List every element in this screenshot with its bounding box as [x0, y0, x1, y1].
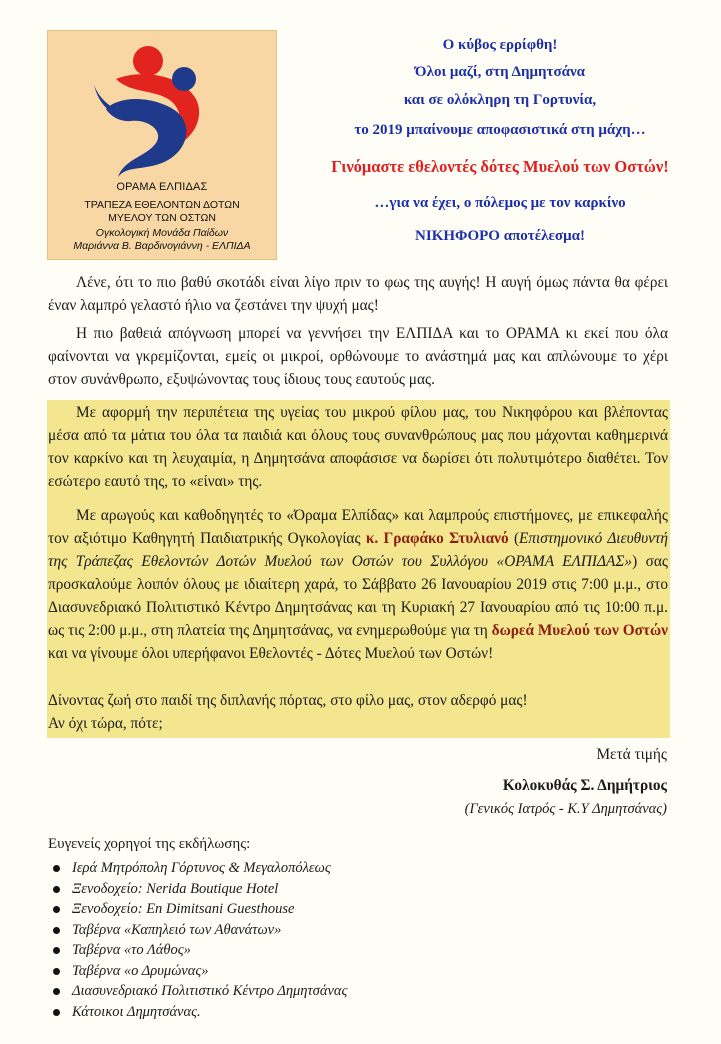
paragraph-1: Λένε, ότι το πιο βαθύ σκοτάδι είναι λίγο πριν το φως της αυγής! Η αυγή όμως πάντα θα φέρει έναν λαμπρό γελαστό ήλιο να ζεστάνει την ψυχή μας! — [48, 274, 668, 314]
logo-title: ΟΡΑΜΑ ΕΛΠΙΔΑΣ — [116, 181, 208, 193]
signature-name: Κολοκυθάς Σ. Δημήτριος — [502, 777, 667, 794]
bullet-icon — [53, 1009, 60, 1016]
header-line-3: και σε ολόκληρη τη Γορτυνία, — [403, 92, 597, 108]
header-line-4: το 2019 μπαίνουμε αποφασιστικά στη μάχη… — [354, 122, 646, 138]
list-item — [48, 981, 347, 1002]
header-line-1: Ο κύβος ερρίφθη! — [442, 37, 558, 53]
p4-text-a: Με αρωγούς και καθοδηγητές το «Όραμα Ελπίδας» και λαμπρούς επιστήμονες, με επικεφαλής τον αξιότιμο Καθηγητή Παιδιατρικής Ογκολογίας — [48, 507, 668, 547]
professor-title: Επιστημονικό Διευθυντή της Τράπεζας Εθελοντών Δοτών Μυελού των Οστών του Συλλόγου «ΟΡΑΜΑ ΕΛΠΙΔΑΣ» — [48, 530, 668, 570]
sponsor-name: Ξενοδοχείο: En Dimitsani Guesthouse — [72, 901, 295, 917]
bullet-icon — [53, 947, 60, 954]
signature-title: (Γενικός Ιατρός - Κ.Υ Δημητσάνας) — [464, 801, 667, 817]
bullet-icon — [53, 988, 60, 995]
list-item — [48, 1002, 347, 1023]
sponsors-title: Ευγενείς χορηγοί της εκδήλωσης: — [48, 836, 251, 852]
header-slogan: Γινόμαστε εθελοντές δότες Μυελού των Οστών! — [331, 157, 669, 176]
logo-subtitle-2: ΜΥΕΛΟΥ ΤΩΝ ΟΣΤΩΝ — [108, 212, 216, 224]
sponsor-name: Ιερά Μητρόπολη Γόρτυνος & Μεγαλοπόλεως — [72, 860, 331, 876]
p4-text-c: ) σας προσκαλούμε λοιπόν όλους με ιδιαίτερη χαρά, το Σάββατο 26 Ιανουαρίου 2019 στις 7:00 μ.μ., στο Διασυνεδριακό Πολιτιστικό Κέντρο Δημητσάνας και τη Κυριακή 27 Ιανουαρίου από τις 10:00 π.μ. ως τις 2:00 μ.μ., στη πλατεία της Δημητσάνας, να ενημερωθούμε για τη — [48, 553, 668, 639]
p4-text-b: ( — [508, 530, 520, 547]
list-item — [48, 879, 347, 900]
bullet-icon — [53, 906, 60, 913]
sponsor-name: Ταβέρνα «Καπηλειό των Αθανάτων» — [72, 921, 282, 938]
list-item — [48, 899, 347, 920]
list-item — [48, 940, 347, 961]
sponsor-name: Ξενοδοχείο: Nerida Boutique Hotel — [72, 880, 279, 897]
donation-emphasis: δωρεά Μυελού των Οστών — [491, 622, 668, 639]
paragraph-2: Η πιο βαθειά απόγνωση μπορεί να γεννήσει την ΕΛΠΙΔΑ και το ΟΡΑΜΑ κι εκεί που όλα φαίνονται να γκρεμίζονται, εμείς οι μικροί, ορθώνουμε το ανάστημά μας και απλώνουμε το χέρι στον συνάνθρωπο, εξυψώνοντας τους ίδιους τους εαυτούς μας. — [48, 325, 668, 388]
list-item — [48, 961, 347, 982]
bullet-icon — [53, 927, 60, 934]
sponsors-list — [48, 858, 347, 1022]
professor-name: κ. Γραφάκο Στυλιανό — [365, 530, 509, 547]
bullet-icon — [53, 865, 60, 872]
bullet-icon — [53, 968, 60, 975]
signature-closing: Μετά τιμής — [596, 746, 667, 763]
sponsor-name: Κάτοικοι Δημητσάνας. — [72, 1003, 201, 1020]
p4-text-d: και να γίνουμε όλοι υπερήφανοι Εθελοντές - Δότες Μυελού των Οστών! — [48, 645, 494, 662]
logo-unit-name: Μαριάννα Β. Βαρδινογιάννη - ΕΛΠΙΔΑ — [73, 240, 251, 252]
paragraph-4 — [48, 504, 668, 665]
paragraph-3: Με αφορμή την περιπέτεια της υγείας του μικρού φίλου μας, του Νικηφόρου και βλέποντας μέσα από τα μάτια του όλα τα παιδιά και όλους τους συνανθρώπους μας που μάχονται καθημερινά τον καρκίνο και τη λευχαιμία, η Δημητσάνα αποφάσισε να δωρίσει ότι πολυτιμότερο διαθέτει. Τον εσώτερο εαυτό της, το «είναι» της. — [48, 404, 668, 490]
paragraph-5: Δίνοντας ζωή στο παιδί της διπλανής πόρτας, στο φίλο μας, στον αδερφό μας! — [48, 692, 528, 709]
orama-elpidas-logo — [47, 30, 277, 260]
header-line-2: Όλοι μαζί, στη Δημητσάνα — [414, 64, 586, 80]
sponsor-name: Ταβέρνα «ο Δρυμώνας» — [72, 962, 209, 979]
list-item — [48, 858, 347, 879]
logo-subtitle-1: ΤΡΑΠΕΖΑ ΕΘΕΛΟΝΤΩΝ ΔΟΤΩΝ — [84, 199, 240, 211]
header-line-7: ΝΙΚΗΦΟΡΟ αποτέλεσμα! — [415, 228, 585, 244]
sponsor-name: Διασυνεδριακό Πολιτιστικό Κέντρο Δημητσάνας — [72, 983, 348, 999]
header-line-6: …για να έχει, ο πόλεμος με τον καρκίνο — [374, 195, 626, 211]
list-item — [48, 920, 347, 941]
sponsor-name: Ταβέρνα «το Λάθος» — [72, 942, 191, 958]
logo-unit: Ογκολογική Μονάδα Παίδων — [95, 227, 229, 239]
paragraph-6: Αν όχι τώρα, πότε; — [48, 715, 163, 732]
bullet-icon — [53, 886, 60, 893]
mother-child-logo-icon — [86, 39, 238, 179]
